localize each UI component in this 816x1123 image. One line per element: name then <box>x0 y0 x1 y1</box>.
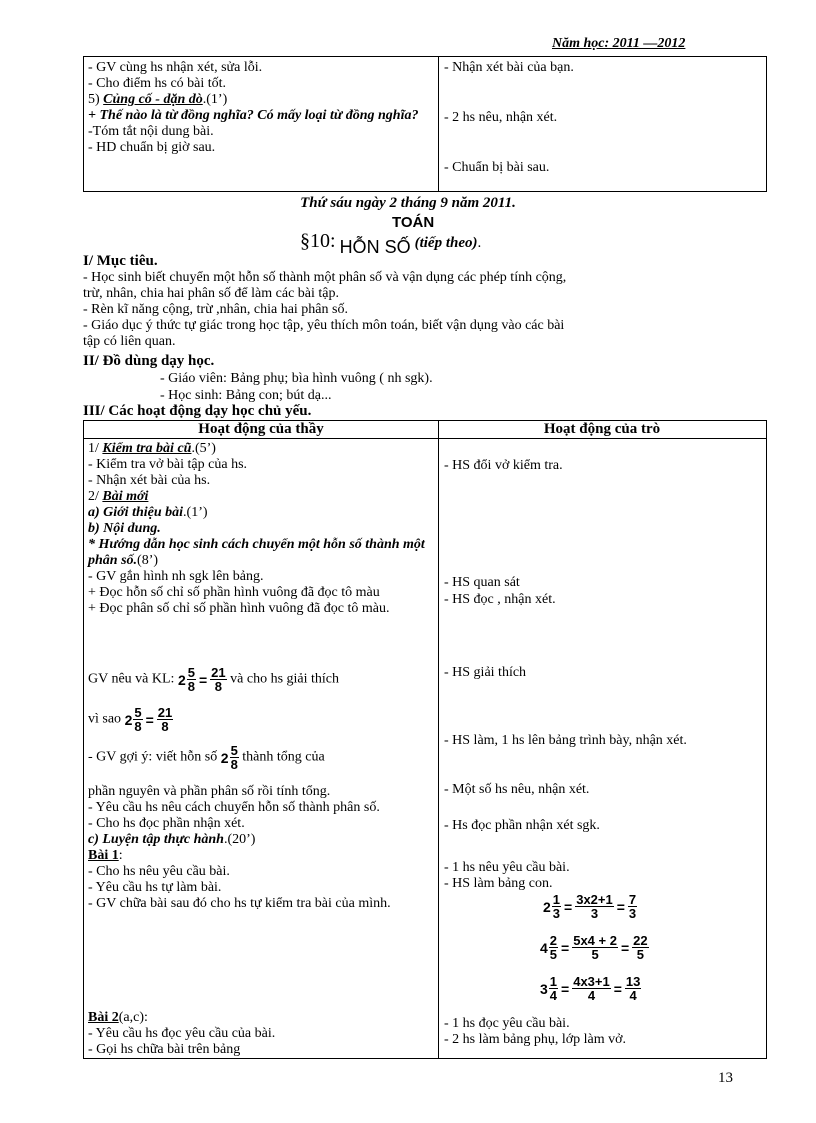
student-line: - Một số hs nêu, nhận xét. <box>444 782 590 797</box>
objective-line: - Học sinh biết chuyển một hỗn số thành một phân số và vận dụng các phép tính cộng, <box>83 270 567 285</box>
top-right-line: - 2 hs nêu, nhận xét. <box>444 110 558 125</box>
teacher-column <box>88 441 434 617</box>
material-line: - Giáo viên: Bảng phụ; bìa hình vuông ( nh sgk). <box>160 371 433 386</box>
student-line: - Hs đọc phần nhận xét sgk. <box>444 818 600 833</box>
student-line: - 1 hs đọc yêu cầu bài. <box>444 1016 570 1031</box>
top-table-left <box>88 60 436 156</box>
exercise-1-heading: Bài 1: <box>88 848 123 863</box>
date-line: Thứ sáu ngày 2 tháng 9 năm 2011. <box>300 195 516 211</box>
exercise-1-answer-2: 4 $\frac{2}{5}$ = $\frac{5x4 + 2}{5}$ = $\frac{22}{5}$ <box>540 933 648 962</box>
consolidate-heading: 5) Củng cố - dặn dò.(1’) <box>88 92 228 107</box>
teacher-line: - Cho hs nêu yêu cầu bài. <box>88 864 230 879</box>
page-number: 13 <box>718 1070 733 1086</box>
top-left-line: - HD chuẩn bị giờ sau. <box>88 140 216 155</box>
mixed-number-formula: 2 $\frac{5}{8}$ = $\frac{21}{8}$ <box>177 665 226 694</box>
col-teacher-header: Hoạt động của thầy <box>198 421 324 437</box>
teacher-column-bottom <box>88 1010 434 1058</box>
top-left-line: - GV cùng hs nhận xét, sửa lỗi. <box>88 60 263 75</box>
exercise-1-answer-1: 2 $\frac{1}{3}$ = $\frac{3x2+1}{3}$ = $\frac{7}{3}$ <box>543 892 637 921</box>
top-right-line: - Nhận xét bài của bạn. <box>444 60 574 75</box>
teacher-line: - Gọi hs chữa bài trên bảng <box>88 1042 241 1057</box>
top-left-line: -Tóm tắt nội dung bài. <box>88 124 214 139</box>
hint-line: - GV gợi ý: viết hỗn số 2 5 8 thành tổng của <box>88 743 325 772</box>
teacher-line: - Yêu cầu hs đọc yêu cầu của bài. <box>88 1026 276 1041</box>
top-right-line: - Chuẩn bị bài sau. <box>444 160 550 175</box>
teacher-line: - Yêu cầu hs nêu cách chuyển hỗn số thành phân số. <box>88 800 380 815</box>
student-line: - HS giải thích <box>444 665 527 680</box>
objective-line: - Giáo dục ý thức tự giác trong học tập, yêu thích môn toán, biết vận dụng vào các bài <box>83 318 565 333</box>
col-student-header: Hoạt động của trò <box>543 421 661 437</box>
teacher-line: - Nhận xét bài của hs. <box>88 473 211 488</box>
teacher-line: - GV gắn hình nh sgk lên bảng. <box>88 569 264 584</box>
mixed-number-formula: 2 $\frac{5}{8}$ = $\frac{21}{8}$ <box>124 705 173 734</box>
student-line: - HS làm, 1 hs lên bảng trình bày, nhận xét. <box>444 733 687 748</box>
objective-line: - Rèn kĩ năng cộng, trừ ,nhân, chia hai phân số. <box>83 302 348 317</box>
activities-table-divider <box>438 420 439 1058</box>
objective-line: trừ, nhân, chia hai phân số để làm các bài tập. <box>83 286 339 301</box>
student-line: - HS đổi vở kiểm tra. <box>444 458 563 473</box>
mixed-number-formula: 2 5 8 <box>220 743 238 772</box>
materials-heading: II/ Đồ dùng dạy học. <box>83 353 215 369</box>
material-line: - Học sinh: Bảng con; bút dạ... <box>160 388 332 403</box>
check-heading: 1/ Kiểm tra bài cũ.(5’) <box>88 441 216 456</box>
student-line: - 1 hs nêu yêu cầu bài. <box>444 860 570 875</box>
activities-heading: III/ Các hoạt động dạy học chủ yếu. <box>83 403 312 419</box>
lesson-title: §10: HỖN SỐ (tiếp theo). <box>300 230 482 257</box>
new-lesson-heading: 2/ Bài mới <box>88 489 149 504</box>
guide-heading: * Hướng dẫn học sinh cách chuyển một hỗn số thành một phân số.(8’) <box>88 537 425 568</box>
teacher-line: + Đọc hỗn số chỉ số phần hình vuông đã đọc tô màu <box>88 585 380 600</box>
student-line: - HS làm bảng con. <box>444 876 553 891</box>
teacher-line: + Đọc phân số chỉ số phần hình vuông đã đọc tô màu. <box>88 601 390 616</box>
teacher-column-lower <box>88 784 434 912</box>
objectives-heading: I/ Mục tiêu. <box>83 253 158 269</box>
content-heading: b) Nội dung. <box>88 521 161 536</box>
top-table-divider <box>438 56 439 191</box>
exercise-2-heading: Bài 2(a,c): <box>88 1010 148 1025</box>
teacher-line: - GV chữa bài sau đó cho hs tự kiểm tra bài của mình. <box>88 896 391 911</box>
school-year-header: Năm học: 2011 —2012 <box>552 36 686 51</box>
subject-title: TOÁN <box>392 214 435 231</box>
activities-table-header-line <box>83 438 766 439</box>
intro-heading: a) Giới thiệu bài.(1’) <box>88 505 208 520</box>
teacher-line: - Yêu cầu hs tự làm bài. <box>88 880 222 895</box>
conclusion-line: GV nêu và KL: 2 $\frac{5}{8}$ = $\frac{21}{8}$ và cho hs giải thích <box>88 665 340 694</box>
student-line: - HS đọc , nhận xét. <box>444 592 556 607</box>
student-line: - 2 hs làm bảng phụ, lớp làm vở. <box>444 1032 627 1047</box>
teacher-line: phần nguyên và phần phân số rồi tính tổng. <box>88 784 331 799</box>
consolidate-question: + Thế nào là từ đồng nghĩa? Có mấy loại từ đồng nghĩa? <box>88 108 419 123</box>
teacher-line: - Cho hs đọc phần nhận xét. <box>88 816 245 831</box>
why-line: vì sao 2 $\frac{5}{8}$ = $\frac{21}{8}$ <box>88 705 173 734</box>
objective-line: tập có liên quan. <box>83 334 176 349</box>
practice-heading: c) Luyện tập thực hành.(20’) <box>88 832 256 847</box>
objectives-text <box>83 270 773 350</box>
teacher-line: - Kiểm tra vở bài tập của hs. <box>88 457 248 472</box>
top-left-line: - Cho điểm hs có bài tốt. <box>88 76 227 91</box>
student-line: - HS quan sát <box>444 575 520 590</box>
exercise-1-answer-3: 3 $\frac{1}{4}$ = $\frac{4x3+1}{4}$ = $\frac{13}{4}$ <box>540 974 641 1003</box>
materials-text <box>160 370 433 404</box>
